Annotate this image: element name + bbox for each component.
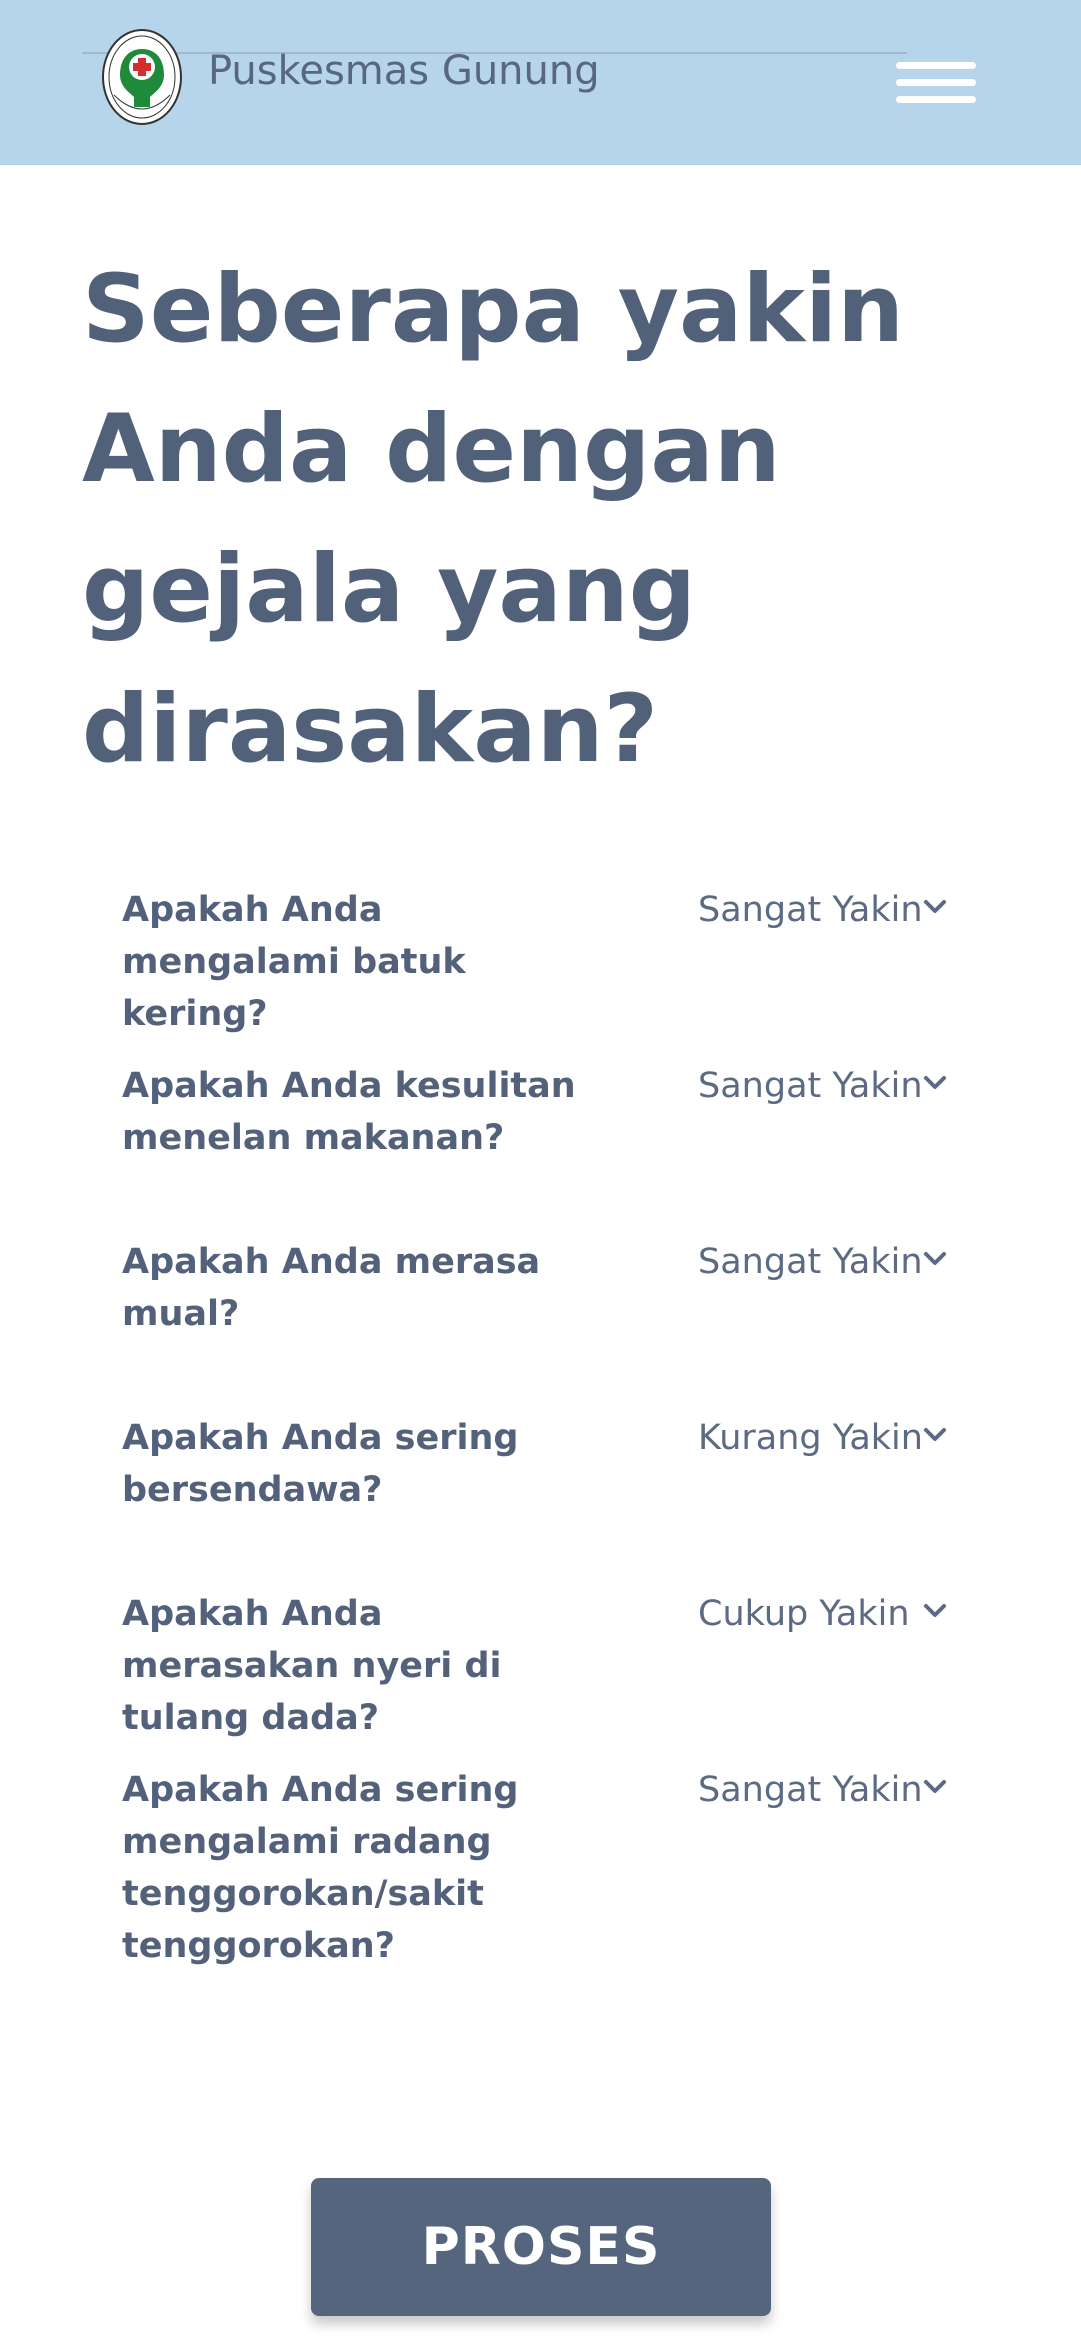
question-row (0, 1412, 1081, 1588)
question-text: Apakah Anda kesulitan menelan makanan? (122, 1066, 576, 1158)
menu-bar (896, 79, 976, 86)
app-header (0, 0, 1081, 165)
answer-value: Kurang Yakin (698, 1418, 923, 1458)
question-text: Apakah Anda sering bersendawa? (122, 1418, 519, 1510)
answer-dropdown[interactable] (698, 1588, 958, 1640)
question-list (0, 884, 1081, 1984)
question-row (0, 884, 1081, 1060)
answer-dropdown[interactable] (698, 1412, 958, 1464)
question-row (0, 1236, 1081, 1412)
bakti-husada-logo-icon (100, 27, 184, 127)
question-row (0, 1060, 1081, 1236)
page-title: Seberapa yakin Anda dengan gejala yang dirasakan? (82, 255, 905, 784)
answer-value: Cukup Yakin (698, 1594, 910, 1634)
chevron-down-icon (922, 1598, 948, 1624)
answer-value: Sangat Yakin (698, 1066, 923, 1106)
question-row (0, 1588, 1081, 1764)
chevron-down-icon (922, 1774, 948, 1800)
answer-dropdown[interactable] (698, 1764, 958, 1816)
question-text: Apakah Anda merasakan nyeri di tulang dada? (122, 1594, 502, 1738)
answer-value: Sangat Yakin (698, 890, 923, 930)
question-text: Apakah Anda mengalami batuk kering? (122, 890, 466, 1034)
chevron-down-icon (922, 1422, 948, 1448)
chevron-down-icon (922, 894, 948, 920)
answer-value: Sangat Yakin (698, 1242, 923, 1282)
answer-dropdown[interactable] (698, 884, 958, 936)
menu-bar (896, 96, 976, 103)
menu-bar (896, 62, 976, 69)
answer-value: Sangat Yakin (698, 1770, 923, 1810)
question-text: Apakah Anda sering mengalami radang tenggorokan/sakit tenggorokan? (122, 1770, 519, 1966)
answer-dropdown[interactable] (698, 1060, 958, 1112)
question-row (0, 1764, 1081, 1984)
proses-button[interactable]: PROSES (311, 2178, 771, 2316)
question-text: Apakah Anda merasa mual? (122, 1242, 541, 1334)
chevron-down-icon (922, 1070, 948, 1096)
app-title: Puskesmas Gunung (208, 48, 600, 94)
chevron-down-icon (922, 1246, 948, 1272)
answer-dropdown[interactable] (698, 1236, 958, 1288)
hamburger-menu-icon[interactable] (896, 60, 978, 108)
